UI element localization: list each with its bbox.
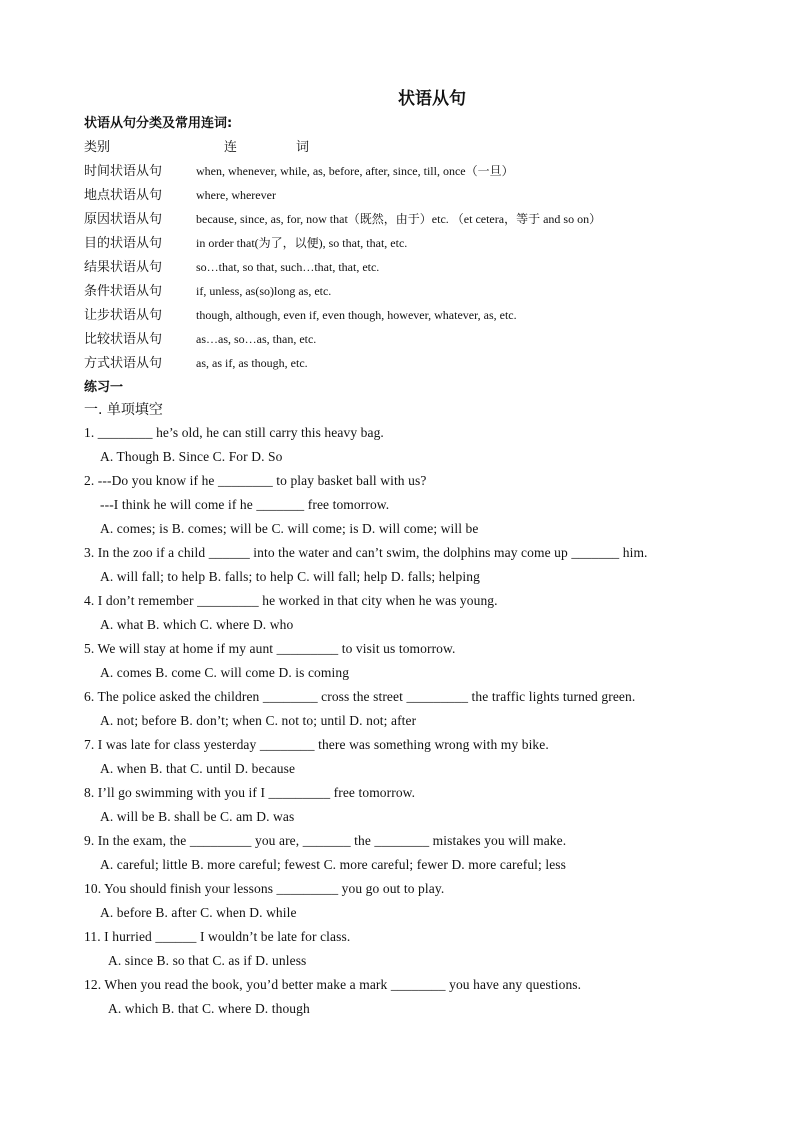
options-line: A. Though B. Since C. For D. So <box>100 449 283 464</box>
category-row <box>84 280 331 300</box>
category-conjunctions: in order that(为了，以便), so that, that, etc. <box>196 236 408 250</box>
question-line: 5. We will stay at home if my aunt _________ to visit us tomorrow. <box>84 641 456 656</box>
category-conjunctions: so…that, so that, such…that, that, etc. <box>196 260 380 274</box>
category-conjunctions: as…as, so…as, than, etc. <box>196 332 317 346</box>
category-conjunctions: though, although, even if, even though, however, whatever, as, etc. <box>196 308 517 322</box>
options-line: A. will fall; to help B. falls; to help C. will fall; help D. falls; helping <box>100 569 480 584</box>
options-line: A. will be B. shall be C. am D. was <box>100 809 295 824</box>
category-row <box>84 160 514 180</box>
question-line: 1. ________ he’s old, he can still carry this heavy bag. <box>84 425 384 440</box>
category-name: 地点状语从句 <box>84 188 163 203</box>
category-name: 结果状语从句 <box>84 260 163 275</box>
category-row <box>84 208 601 228</box>
category-conjunctions: if, unless, as(so)long as, etc. <box>196 284 332 298</box>
document-title: 状语从句 <box>398 89 466 109</box>
category-name: 目的状语从句 <box>84 236 163 251</box>
options-line: A. before B. after C. when D. while <box>100 905 297 920</box>
column-header-conj-1: 连 <box>224 140 238 155</box>
question-line: 7. I was late for class yesterday ________ there was something wrong with my bike. <box>84 737 549 752</box>
question-line: 3. In the zoo if a child ______ into the water and can’t swim, the dolphins may come up _______ him. <box>84 545 648 560</box>
category-name: 方式状语从句 <box>84 356 163 371</box>
category-row <box>84 328 316 348</box>
options-line: A. careful; little B. more careful; fewest C. more careful; fewer D. more careful; less <box>100 857 566 872</box>
category-conjunctions: because, since, as, for, now that（既然，由于）etc. （et cetera，等于 and so on） <box>196 212 602 226</box>
options-line: A. what B. which C. where D. who <box>100 617 294 632</box>
category-row <box>84 232 407 252</box>
options-line: A. which B. that C. where D. though <box>108 1001 310 1016</box>
options-line: A. comes; is B. comes; will be C. will come; is D. will come; will be <box>100 521 479 536</box>
category-row <box>84 352 308 372</box>
category-name: 原因状语从句 <box>84 212 163 227</box>
question-line: 2. ---Do you know if he ________ to play basket ball with us? <box>84 473 427 488</box>
category-row <box>84 304 517 324</box>
category-conjunctions: as, as if, as though, etc. <box>196 356 308 370</box>
column-header-category: 类别 <box>84 140 111 155</box>
exercise-section: 一. 单项填空 <box>84 402 163 418</box>
question-line: 6. The police asked the children ________ cross the street _________ the traffic lights turned green. <box>84 689 636 704</box>
category-conjunctions: when, whenever, while, as, before, after, since, till, once（一旦） <box>196 164 514 178</box>
section-heading: 状语从句分类及常用连词: <box>84 116 233 131</box>
question-line: 4. I don’t remember _________ he worked in that city when he was young. <box>84 593 498 608</box>
question-line: 10. You should finish your lessons _________ you go out to play. <box>84 881 445 896</box>
question-line: 12. When you read the book, you’d better make a mark ________ you have any questions. <box>84 977 582 992</box>
category-name: 让步状语从句 <box>84 308 163 323</box>
question-line: 9. In the exam, the _________ you are, _______ the ________ mistakes you will make. <box>84 833 567 848</box>
options-line: A. comes B. come C. will come D. is coming <box>100 665 350 680</box>
question-line: 8. I’ll go swimming with you if I _________ free tomorrow. <box>84 785 416 800</box>
category-row <box>84 256 379 276</box>
options-line: A. since B. so that C. as if D. unless <box>108 953 307 968</box>
category-name: 条件状语从句 <box>84 284 163 299</box>
column-header-conj-2: 词 <box>296 140 310 155</box>
category-conjunctions: where, wherever <box>196 188 276 202</box>
exercise-title: 练习一 <box>84 380 124 395</box>
category-row <box>84 184 276 204</box>
question-line: 11. I hurried ______ I wouldn’t be late for class. <box>84 929 351 944</box>
category-name: 时间状语从句 <box>84 164 163 179</box>
category-name: 比较状语从句 <box>84 332 163 347</box>
options-line: A. when B. that C. until D. because <box>100 761 296 776</box>
options-line: A. not; before B. don’t; when C. not to; until D. not; after <box>100 713 417 728</box>
question-line: ---I think he will come if he _______ free tomorrow. <box>100 497 390 512</box>
